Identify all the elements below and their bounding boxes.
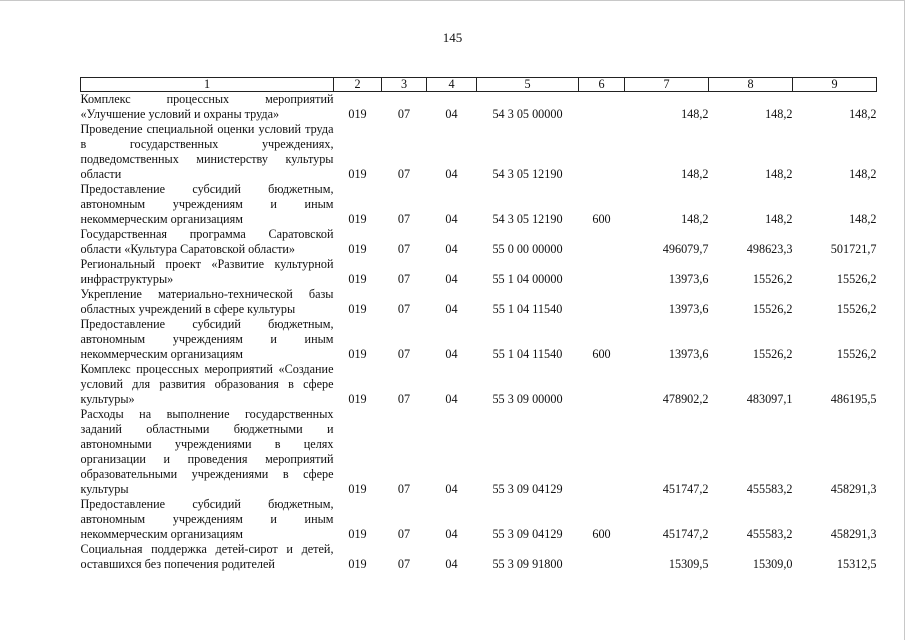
row-ministry-code: 019	[348, 242, 367, 256]
row-ministry-code: 019	[348, 302, 367, 316]
column-header: 8	[709, 78, 793, 92]
row-target-code: 55 1 04 11540	[492, 347, 563, 361]
row-target-code: 54 3 05 12190	[492, 167, 563, 181]
row-expense-type: 600	[592, 347, 611, 361]
table-row	[81, 122, 877, 182]
row-amount-col9: 15526,2	[836, 302, 877, 316]
row-expense-type: 600	[592, 212, 611, 226]
row-amount-col8: 148,2	[765, 107, 793, 121]
row-ministry-code: 019	[348, 347, 367, 361]
table-header-row	[81, 78, 877, 92]
row-name: Комплекс процессных мероприятий «Улучшение условий и охраны труда»	[80, 92, 334, 121]
table-row	[81, 362, 877, 407]
row-ministry-code: 019	[348, 527, 367, 541]
table-row	[81, 287, 877, 317]
row-amount-col7: 148,2	[681, 167, 709, 181]
row-amount-col8: 455583,2	[746, 482, 793, 496]
row-amount-col8: 15526,2	[752, 302, 793, 316]
row-amount-col9: 501721,7	[830, 242, 877, 256]
row-target-code: 55 3 09 04129	[492, 527, 563, 541]
row-expense-type	[579, 257, 625, 287]
row-expense-type	[579, 92, 625, 123]
row-amount-col9: 148,2	[849, 212, 877, 226]
row-section-code: 07	[397, 527, 411, 541]
row-name: Комплекс процессных мероприятий «Создание условий для развития образования в сфере культуры»	[80, 362, 334, 406]
table-row	[81, 182, 877, 227]
row-subsection-code: 04	[445, 302, 458, 316]
row-name: Предоставление субсидий бюджетным, автономным учреждениям и иным некоммерческим организациям	[80, 317, 334, 361]
table-row	[81, 317, 877, 362]
column-header: 6	[579, 78, 625, 92]
row-amount-col9: 15526,2	[836, 347, 877, 361]
table-row	[81, 92, 877, 123]
row-target-code: 55 3 09 00000	[492, 392, 563, 406]
table-row	[81, 257, 877, 287]
row-target-code: 54 3 05 00000	[492, 107, 563, 121]
row-subsection-code: 04	[445, 482, 458, 496]
column-header: 4	[427, 78, 477, 92]
row-amount-col8: 483097,1	[746, 392, 793, 406]
row-amount-col7: 496079,7	[662, 242, 709, 256]
row-amount-col7: 13973,6	[668, 347, 709, 361]
row-amount-col7: 451747,2	[662, 527, 709, 541]
column-header: 7	[625, 78, 709, 92]
row-expense-type	[579, 227, 625, 257]
row-amount-col7: 148,2	[681, 107, 709, 121]
row-name: Социальная поддержка детей-сирот и детей, оставшихся без попечения родителей	[80, 542, 334, 571]
row-section-code: 07	[397, 272, 411, 286]
row-expense-type	[579, 362, 625, 407]
row-ministry-code: 019	[348, 107, 367, 121]
row-section-code: 07	[397, 392, 411, 406]
row-expense-type	[579, 122, 625, 182]
row-amount-col7: 451747,2	[662, 482, 709, 496]
row-amount-col9: 15526,2	[836, 272, 877, 286]
row-subsection-code: 04	[445, 167, 458, 181]
column-header: 2	[334, 78, 382, 92]
row-section-code: 07	[397, 212, 411, 226]
column-header: 5	[477, 78, 579, 92]
row-amount-col9: 148,2	[849, 107, 877, 121]
table-row	[81, 542, 877, 572]
row-subsection-code: 04	[445, 392, 458, 406]
row-name: Предоставление субсидий бюджетным, автономным учреждениям и иным некоммерческим организациям	[80, 497, 334, 541]
row-target-code: 55 3 09 91800	[492, 557, 563, 571]
row-target-code: 55 1 04 11540	[492, 302, 563, 316]
column-header: 3	[382, 78, 427, 92]
row-section-code: 07	[397, 557, 411, 571]
row-amount-col7: 15309,5	[668, 557, 709, 571]
row-expense-type	[579, 407, 625, 497]
row-amount-col7: 148,2	[681, 212, 709, 226]
row-amount-col9: 15312,5	[836, 557, 877, 571]
page-number: 145	[442, 30, 463, 45]
row-section-code: 07	[397, 242, 411, 256]
table-row	[81, 407, 877, 497]
row-name: Проведение специальной оценки условий труда в государственных учреждениях, подведомственных министерству культуры области	[80, 122, 334, 181]
row-subsection-code: 04	[445, 557, 458, 571]
row-ministry-code: 019	[348, 272, 367, 286]
row-section-code: 07	[397, 482, 411, 496]
row-amount-col8: 15526,2	[752, 347, 793, 361]
row-name: Укрепление материально-технической базы областных учреждений в сфере культуры	[80, 287, 334, 316]
row-subsection-code: 04	[445, 347, 458, 361]
row-ministry-code: 019	[348, 392, 367, 406]
row-ministry-code: 019	[348, 482, 367, 496]
column-header: 9	[793, 78, 877, 92]
row-subsection-code: 04	[445, 527, 458, 541]
row-amount-col8: 15526,2	[752, 272, 793, 286]
row-section-code: 07	[397, 107, 411, 121]
row-subsection-code: 04	[445, 272, 458, 286]
row-amount-col9: 458291,3	[830, 482, 877, 496]
row-amount-col9: 148,2	[849, 167, 877, 181]
row-amount-col8: 455583,2	[746, 527, 793, 541]
row-amount-col8: 498623,3	[746, 242, 793, 256]
row-expense-type	[579, 287, 625, 317]
row-amount-col9: 486195,5	[830, 392, 877, 406]
row-section-code: 07	[397, 347, 411, 361]
row-subsection-code: 04	[445, 212, 458, 226]
row-subsection-code: 04	[445, 242, 458, 256]
row-ministry-code: 019	[348, 212, 367, 226]
row-amount-col9: 458291,3	[830, 527, 877, 541]
row-amount-col7: 478902,2	[662, 392, 709, 406]
row-target-code: 55 1 04 00000	[492, 272, 563, 286]
row-target-code: 55 3 09 04129	[492, 482, 563, 496]
row-target-code: 55 0 00 00000	[492, 242, 563, 256]
row-amount-col7: 13973,6	[668, 302, 709, 316]
row-amount-col8: 148,2	[765, 212, 793, 226]
row-target-code: 54 3 05 12190	[492, 212, 563, 226]
row-name: Государственная программа Саратовской области «Культура Саратовской области»	[80, 227, 334, 256]
row-amount-col7: 13973,6	[668, 272, 709, 286]
table-body	[81, 92, 877, 573]
row-amount-col8: 15309,0	[752, 557, 793, 571]
budget-table	[80, 77, 877, 572]
row-subsection-code: 04	[445, 107, 458, 121]
row-expense-type	[579, 542, 625, 572]
row-name: Региональный проект «Развитие культурной инфраструктуры»	[80, 257, 334, 286]
row-name: Расходы на выполнение государственных заданий областными бюджетными и автономными учреждениями в целях организации и проведения мероприятий образовательными учреждениями в сфере культуры	[80, 407, 334, 496]
row-amount-col8: 148,2	[765, 167, 793, 181]
row-section-code: 07	[397, 302, 411, 316]
row-expense-type: 600	[592, 527, 611, 541]
column-header: 1	[81, 78, 334, 92]
row-ministry-code: 019	[348, 167, 367, 181]
row-section-code: 07	[397, 167, 411, 181]
row-name: Предоставление субсидий бюджетным, автономным учреждениям и иным некоммерческим организациям	[80, 182, 334, 226]
table-row	[81, 227, 877, 257]
table-row	[81, 497, 877, 542]
row-ministry-code: 019	[348, 557, 367, 571]
page-edge-top	[0, 0, 905, 1]
